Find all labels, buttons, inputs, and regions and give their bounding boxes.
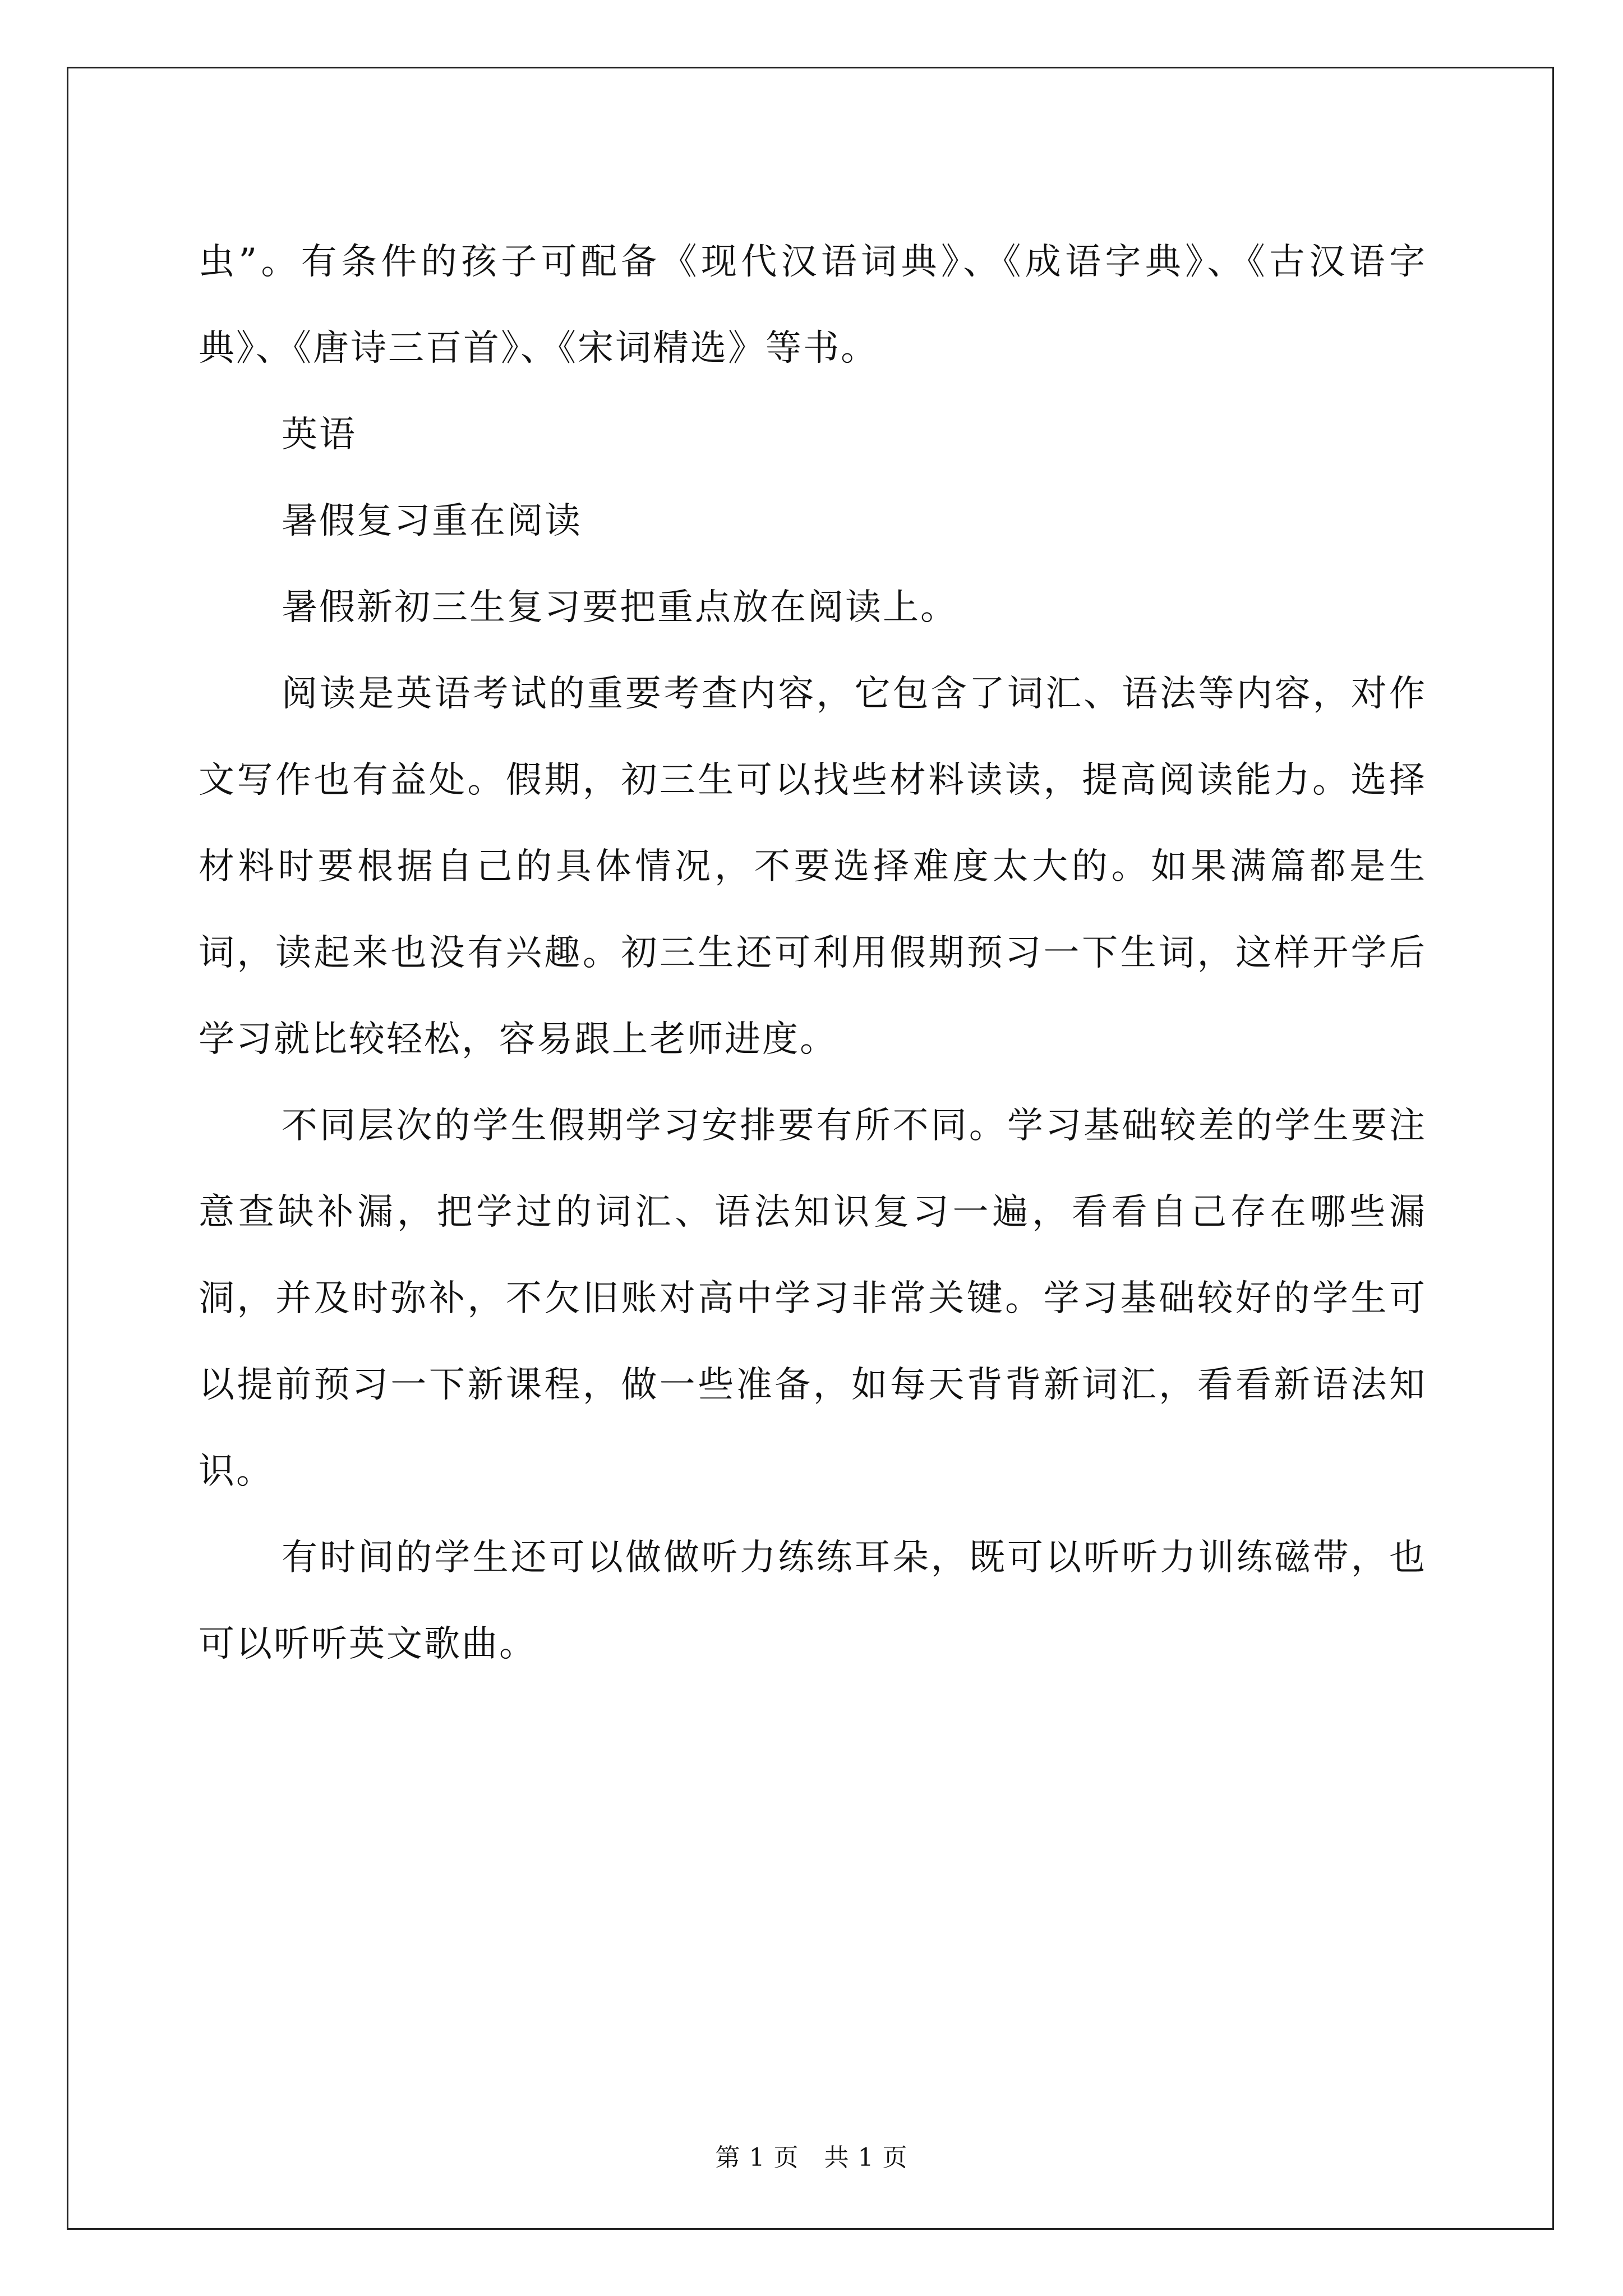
paragraph: 暑假新初三生复习要把重点放在阅读上。	[282, 587, 958, 628]
subheading-summer-review: 暑假复习重在阅读	[282, 500, 582, 542]
page-total: 共 1 页	[824, 2143, 908, 2172]
paragraph: 不同层次的学生假期学习安排要有所不同。学习基础较差的学生要注意查缺补漏，把学过的词汇、语法知识复习一遍，看看自己存在哪些漏洞，并及时弥补，不欠旧账对高中学习非常关键。学习基础较好的学生可以提前预习一下新课程，做一些准备，如每天背背新词汇，看看新语法知识。	[199, 1105, 1427, 1492]
page-footer	[0, 2137, 1623, 2173]
page-number: 第 1 页	[715, 2143, 799, 2172]
paragraph: 阅读是英语考试的重要考查内容，它包含了词汇、语法等内容，对作文写作也有益处。假期，初三生可以找些材料读读，提高阅读能力。选择材料时要根据自己的具体情况，不要选择难度太大的。如果满篇都是生词，读起来也没有兴趣。初三生还可利用假期预习一下生词，这样开学后学习就比较轻松，容易跟上老师进度。	[199, 673, 1427, 1060]
paragraph: 有时间的学生还可以做做听力练练耳朵，既可以听听力训练磁带，也可以听听英文歌曲。	[199, 1537, 1427, 1665]
paragraph-continuation: 虫”。有条件的孩子可配备《现代汉语词典》、《成语字典》、《古汉语字典》、《唐诗三百首》、《宋词精选》等书。	[199, 241, 1427, 369]
section-heading-english: 英语	[282, 414, 357, 455]
document-body	[199, 219, 1427, 1687]
